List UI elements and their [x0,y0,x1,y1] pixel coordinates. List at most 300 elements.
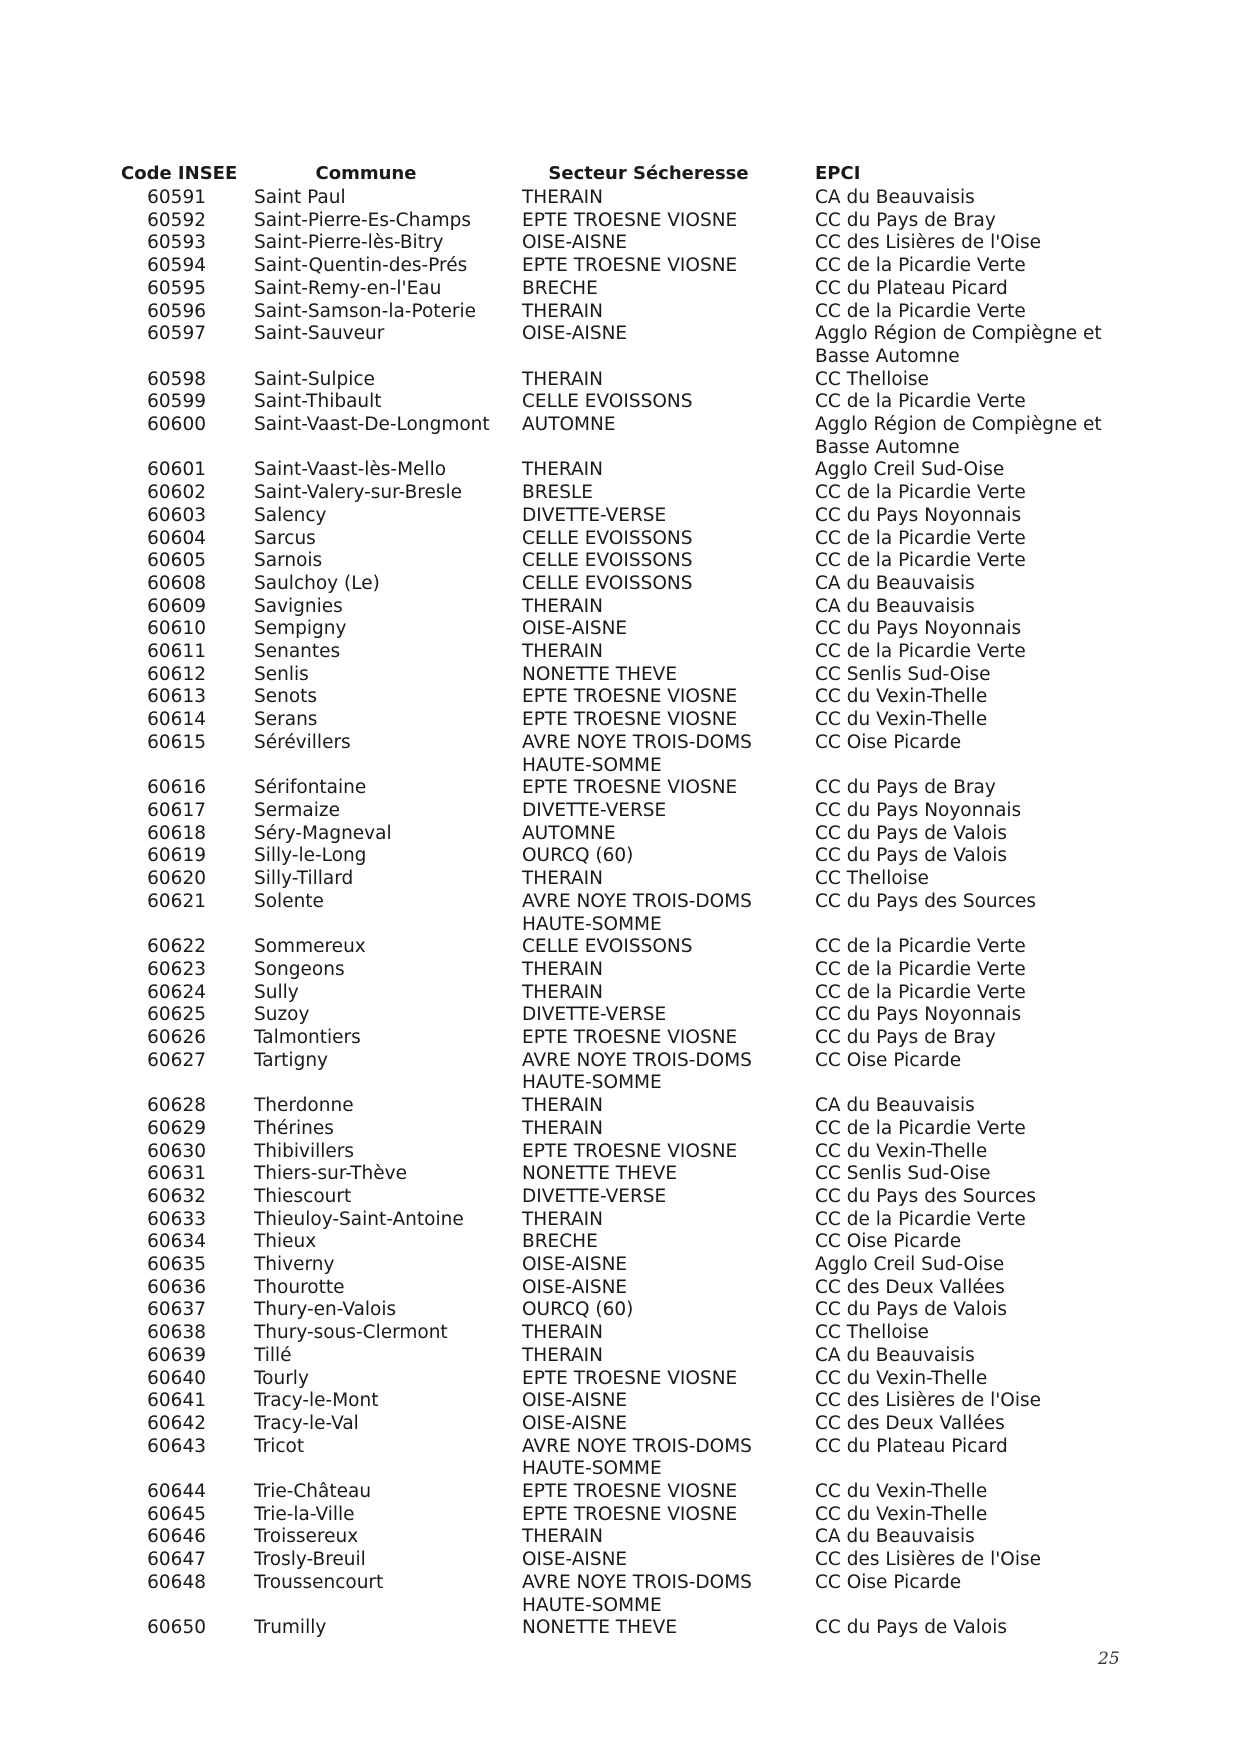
cell-commune: Saint Paul [254,187,346,208]
cell-code-insee: 60646 [147,1526,206,1548]
table-header [106,163,1126,187]
cell-commune: Sarnois [254,550,323,572]
secteur-line: THERAIN [522,368,603,390]
table-row [106,1141,1126,1164]
epci-line: CC du Vexin-Thelle [815,686,988,708]
cell-secteur-secheresse [500,1027,797,1050]
secteur-line: CELLE EVOISSONS [522,527,693,549]
cell-epci [797,936,1126,959]
secteur-line: THERAIN [522,187,603,208]
epci-line: CC de la Picardie Verte [815,981,1026,1003]
cell-commune: Trie-Château [254,1481,372,1503]
table-row [106,1163,1126,1186]
cell-epci [797,255,1126,278]
table-row [106,1254,1126,1277]
epci-line: Agglo Région de Compiègne et [815,414,1102,436]
cell-commune: Senantes [254,641,341,663]
cell-secteur-secheresse [500,1163,797,1186]
cell-secteur-secheresse [500,459,797,482]
cell-code-insee: 60632 [147,1185,206,1207]
table-row [106,1299,1126,1322]
cell-epci [797,596,1126,619]
cell-code-insee: 60648 [147,1571,206,1593]
epci-line: CC des Lisières de l'Oise [815,1549,1042,1571]
table-row [106,1368,1126,1391]
secteur-line: OISE-AISNE [522,1412,628,1434]
epci-line: CC de la Picardie Verte [815,1117,1026,1139]
cell-code-insee: 60617 [147,799,206,821]
cell-code-insee: 60644 [147,1481,206,1503]
cell-epci [797,1186,1126,1209]
cell-epci [797,1277,1126,1300]
secteur-line: THERAIN [522,1526,603,1548]
cell-epci [797,1209,1126,1232]
cell-commune: Thieux [254,1231,317,1253]
epci-line: CC du Pays de Valois [815,1299,1007,1321]
table-row [106,1481,1126,1504]
cell-code-insee: 60643 [147,1435,206,1457]
cell-commune: Thiverny [254,1254,335,1276]
secteur-line: AVRE NOYE TROIS-DOMS [522,731,752,753]
cell-epci [797,1390,1126,1413]
secteur-line: THERAIN [522,1208,603,1230]
cell-commune: Trumilly [254,1617,327,1639]
cell-secteur-secheresse [500,1004,797,1027]
cell-commune: Therdonne [254,1095,354,1117]
cell-code-insee: 60602 [147,482,206,504]
table-row [106,1345,1126,1368]
cell-secteur-secheresse [500,1095,797,1118]
cell-code-insee: 60637 [147,1299,206,1321]
cell-epci [797,1617,1126,1640]
secteur-line: DIVETTE-VERSE [522,504,667,526]
epci-line: CC Senlis Sud-Oise [815,663,991,685]
cell-code-insee: 60592 [147,209,206,231]
cell-epci [797,1526,1126,1549]
secteur-line: BRECHE [522,277,598,299]
epci-line: CC du Pays Noyonnais [815,618,1022,640]
cell-secteur-secheresse [500,323,797,368]
cell-epci [797,732,1126,777]
cell-commune: Saint-Vaast-De-Longmont [254,414,490,436]
cell-secteur-secheresse [500,936,797,959]
cell-epci [797,1050,1126,1095]
table-row [106,618,1126,641]
secteur-line: EPTE TROESNE VIOSNE [522,255,738,277]
secteur-line: OISE-AISNE [522,1276,628,1298]
table-row [106,959,1126,982]
epci-line: CC du Pays des Sources [815,890,1037,912]
epci-line: CC de la Picardie Verte [815,527,1026,549]
cell-epci [797,573,1126,596]
secteur-line: EPTE TROESNE VIOSNE [522,1027,738,1049]
cell-commune: Sommereux [254,936,366,958]
cell-commune: Sermaize [254,799,340,821]
epci-line: CC du Vexin-Thelle [815,709,988,731]
epci-line: CC Oise Picarde [815,731,962,753]
cell-commune: Thourotte [254,1276,345,1298]
cell-epci [797,369,1126,392]
cell-commune: Trosly-Breuil [254,1549,366,1571]
table-row [106,936,1126,959]
table-row [106,1209,1126,1232]
cell-commune: Senots [254,686,318,708]
cell-secteur-secheresse [500,982,797,1005]
cell-commune: Silly-le-Long [254,845,367,867]
epci-line: Basse Automne [815,436,960,458]
epci-line: CC de la Picardie Verte [815,482,1026,504]
cell-secteur-secheresse [500,1390,797,1413]
cell-secteur-secheresse [500,1299,797,1322]
secteur-line: HAUTE-SOMME [522,913,662,935]
cell-commune: Salency [254,504,327,526]
cell-epci [797,982,1126,1005]
header-row [106,163,1126,187]
epci-line: CC du Pays Noyonnais [815,799,1022,821]
secteur-line: OISE-AISNE [522,1549,628,1571]
cell-code-insee: 60622 [147,936,206,958]
epci-line: CC de la Picardie Verte [815,255,1026,277]
cell-epci [797,391,1126,414]
epci-line: CA du Beauvaisis [815,1344,975,1366]
secteur-line: THERAIN [522,1344,603,1366]
epci-line: CC des Deux Vallées [815,1412,1005,1434]
table-row [106,278,1126,301]
secteur-line: NONETTE THEVE [522,1163,678,1185]
cell-commune: Saint-Valery-sur-Bresle [254,482,463,504]
cell-code-insee: 60635 [147,1254,206,1276]
epci-line: CC de la Picardie Verte [815,958,1026,980]
epci-line: CA du Beauvaisis [815,187,975,208]
cell-epci [797,301,1126,324]
cell-epci [797,459,1126,482]
epci-line: CC de la Picardie Verte [815,1208,1026,1230]
cell-code-insee: 60603 [147,504,206,526]
cell-commune: Thibivillers [254,1140,355,1162]
table-row [106,1277,1126,1300]
table-row [106,1617,1126,1640]
cell-secteur-secheresse [500,959,797,982]
epci-line: CA du Beauvaisis [815,1526,975,1548]
cell-epci [797,618,1126,641]
cell-secteur-secheresse [500,777,797,800]
secteur-line: AVRE NOYE TROIS-DOMS [522,890,752,912]
cell-secteur-secheresse [500,482,797,505]
cell-epci [797,800,1126,823]
cell-epci [797,891,1126,936]
table-row [106,550,1126,573]
cell-epci [797,505,1126,528]
epci-line: CC du Pays de Bray [815,1027,996,1049]
secteur-line: BRECHE [522,1231,598,1253]
epci-line: CC du Pays de Bray [815,777,996,799]
secteur-line: EPTE TROESNE VIOSNE [522,1481,738,1503]
cell-epci [797,323,1126,368]
epci-line: CC du Vexin-Thelle [815,1503,988,1525]
secteur-line: THERAIN [522,958,603,980]
cell-epci [797,414,1126,459]
secteur-line: OURCQ (60) [522,845,634,867]
secteur-line: NONETTE THEVE [522,1617,678,1639]
secteur-line: HAUTE-SOMME [522,1458,662,1480]
table-row [106,505,1126,528]
table-row [106,369,1126,392]
epci-line: CC du Pays de Valois [815,822,1007,844]
cell-commune: Troussencourt [254,1571,384,1593]
cell-commune: Saint-Sauveur [254,323,385,345]
cell-epci [797,641,1126,664]
secteur-line: THERAIN [522,459,603,481]
cell-secteur-secheresse [500,1549,797,1572]
table-body [106,187,1126,1640]
secteur-line: AVRE NOYE TROIS-DOMS [522,1435,752,1457]
cell-epci [797,1345,1126,1368]
cell-commune: Tracy-le-Val [254,1412,359,1434]
cell-secteur-secheresse [500,596,797,619]
cell-secteur-secheresse [500,1436,797,1481]
cell-commune: Saint-Remy-en-l'Eau [254,277,442,299]
cell-commune: Thiers-sur-Thève [254,1163,407,1185]
cell-secteur-secheresse [500,1050,797,1095]
table-row [106,187,1126,210]
table-row [106,414,1126,459]
cell-epci [797,664,1126,687]
epci-line: Basse Automne [815,345,960,367]
cell-commune: Sarcus [254,527,316,549]
secteur-line: THERAIN [522,1117,603,1139]
cell-epci [797,1231,1126,1254]
table-row [106,232,1126,255]
cell-code-insee: 60628 [147,1095,206,1117]
cell-code-insee: 60596 [147,300,206,322]
cell-secteur-secheresse [500,1141,797,1164]
cell-commune: Saint-Pierre-Es-Champs [254,209,472,231]
epci-line: CC du Pays de Valois [815,845,1007,867]
secteur-line: CELLE EVOISSONS [522,572,693,594]
cell-code-insee: 60604 [147,527,206,549]
secteur-line: THERAIN [522,641,603,663]
cell-secteur-secheresse [500,800,797,823]
table-row [106,391,1126,414]
cell-code-insee: 60612 [147,663,206,685]
cell-code-insee: 60642 [147,1412,206,1434]
cell-secteur-secheresse [500,686,797,709]
cell-epci [797,1413,1126,1436]
secteur-line: DIVETTE-VERSE [522,1004,667,1026]
cell-epci [797,1299,1126,1322]
cell-epci [797,845,1126,868]
header-code-insee: Code INSEE [121,163,238,184]
secteur-line: BRESLE [522,482,593,504]
cell-commune: Thérines [254,1117,334,1139]
cell-commune: Trie-la-Ville [254,1503,355,1525]
table-row [106,1322,1126,1345]
cell-code-insee: 60601 [147,459,206,481]
header-commune: Commune [315,163,417,184]
page-number: 25 [1098,1649,1120,1669]
cell-code-insee: 60640 [147,1367,206,1389]
cell-secteur-secheresse [500,1209,797,1232]
cell-commune: Saint-Vaast-lès-Mello [254,459,447,481]
epci-line: CC de la Picardie Verte [815,550,1026,572]
cell-secteur-secheresse [500,1413,797,1436]
cell-secteur-secheresse [500,210,797,233]
cell-epci [797,1572,1126,1617]
epci-line: CC Senlis Sud-Oise [815,1163,991,1185]
cell-secteur-secheresse [500,232,797,255]
epci-line: CC du Vexin-Thelle [815,1367,988,1389]
cell-epci [797,1368,1126,1391]
table-row [106,1186,1126,1209]
cell-code-insee: 60613 [147,686,206,708]
epci-line: CC du Pays de Bray [815,209,996,231]
table-row [106,732,1126,777]
table-row [106,1526,1126,1549]
cell-secteur-secheresse [500,664,797,687]
cell-code-insee: 60605 [147,550,206,572]
cell-commune: Sully [254,981,299,1003]
secteur-line: CELLE EVOISSONS [522,391,693,413]
table-row [106,800,1126,823]
secteur-line: THERAIN [522,868,603,890]
secteur-line: THERAIN [522,300,603,322]
cell-code-insee: 60631 [147,1163,206,1185]
cell-epci [797,1095,1126,1118]
secteur-line: THERAIN [522,981,603,1003]
table-row [106,459,1126,482]
epci-line: CA du Beauvaisis [815,572,975,594]
cell-epci [797,1004,1126,1027]
secteur-line: EPTE TROESNE VIOSNE [522,1503,738,1525]
cell-secteur-secheresse [500,187,797,210]
cell-code-insee: 60618 [147,822,206,844]
cell-epci [797,1481,1126,1504]
cell-secteur-secheresse [500,1186,797,1209]
cell-secteur-secheresse [500,732,797,777]
cell-code-insee: 60645 [147,1503,206,1525]
table-row [106,845,1126,868]
cell-commune: Solente [254,890,324,912]
header-epci: EPCI [815,163,861,184]
secteur-line: CELLE EVOISSONS [522,936,693,958]
table-row [106,482,1126,505]
cell-secteur-secheresse [500,891,797,936]
cell-commune: Talmontiers [254,1027,361,1049]
cell-epci [797,1436,1126,1481]
cell-secteur-secheresse [500,1118,797,1141]
secteur-line: NONETTE THEVE [522,663,678,685]
cell-commune: Savignies [254,595,343,617]
cell-code-insee: 60636 [147,1276,206,1298]
cell-code-insee: 60608 [147,572,206,594]
cell-secteur-secheresse [500,414,797,459]
cell-commune: Sérifontaine [254,777,367,799]
cell-commune: Thiescourt [254,1185,352,1207]
table-row [106,210,1126,233]
table-row [106,664,1126,687]
table-row [106,868,1126,891]
epci-line: CC Thelloise [815,368,929,390]
table-row [106,641,1126,664]
epci-line: CC du Plateau Picard [815,277,1008,299]
cell-code-insee: 60633 [147,1208,206,1230]
cell-secteur-secheresse [500,1526,797,1549]
cell-commune: Saint-Samson-la-Poterie [254,300,477,322]
cell-epci [797,210,1126,233]
cell-epci [797,823,1126,846]
cell-secteur-secheresse [500,255,797,278]
cell-code-insee: 60627 [147,1049,206,1071]
cell-secteur-secheresse [500,1277,797,1300]
table-row [106,1549,1126,1572]
cell-secteur-secheresse [500,1254,797,1277]
cell-epci [797,868,1126,891]
cell-code-insee: 60647 [147,1549,206,1571]
cell-epci [797,550,1126,573]
cell-secteur-secheresse [500,709,797,732]
cell-epci [797,1027,1126,1050]
secteur-line: EPTE TROESNE VIOSNE [522,1367,738,1389]
secteur-line: DIVETTE-VERSE [522,1185,667,1207]
secteur-line: THERAIN [522,1322,603,1344]
table-row [106,891,1126,936]
table-row [106,1027,1126,1050]
table-row [106,255,1126,278]
epci-line: CC du Vexin-Thelle [815,1481,988,1503]
secteur-line: AVRE NOYE TROIS-DOMS [522,1571,752,1593]
cell-secteur-secheresse [500,1617,797,1640]
table-row [106,823,1126,846]
cell-secteur-secheresse [500,278,797,301]
secteur-line: DIVETTE-VERSE [522,799,667,821]
cell-epci [797,1118,1126,1141]
secteur-line: THERAIN [522,595,603,617]
secteur-line: THERAIN [522,1095,603,1117]
cell-secteur-secheresse [500,1368,797,1391]
table-row [106,709,1126,732]
table-row [106,596,1126,619]
cell-secteur-secheresse [500,1572,797,1617]
epci-line: CC Thelloise [815,868,929,890]
cell-commune: Saint-Sulpice [254,368,375,390]
table-row [106,1436,1126,1481]
epci-line: CC des Lisières de l'Oise [815,232,1042,254]
cell-commune: Tricot [254,1435,305,1457]
cell-code-insee: 60614 [147,709,206,731]
cell-epci [797,1163,1126,1186]
cell-commune: Thieuloy-Saint-Antoine [254,1208,464,1230]
table-row [106,1390,1126,1413]
cell-secteur-secheresse [500,823,797,846]
table-row [106,1050,1126,1095]
cell-commune: Saint-Pierre-lès-Bitry [254,232,444,254]
cell-commune: Sérévillers [254,731,351,753]
cell-commune: Séry-Magneval [254,822,392,844]
cell-code-insee: 60615 [147,731,206,753]
secteur-line: HAUTE-SOMME [522,1594,662,1616]
epci-line: CC du Vexin-Thelle [815,1140,988,1162]
cell-epci [797,1549,1126,1572]
epci-line: CC du Pays Noyonnais [815,504,1022,526]
cell-commune: Tartigny [254,1049,328,1071]
secteur-line: AUTOMNE [522,822,616,844]
cell-secteur-secheresse [500,1504,797,1527]
cell-code-insee: 60620 [147,868,206,890]
secteur-line: HAUTE-SOMME [522,1072,662,1094]
cell-commune: Suzoy [254,1004,310,1026]
cell-code-insee: 60598 [147,368,206,390]
secteur-line: EPTE TROESNE VIOSNE [522,686,738,708]
